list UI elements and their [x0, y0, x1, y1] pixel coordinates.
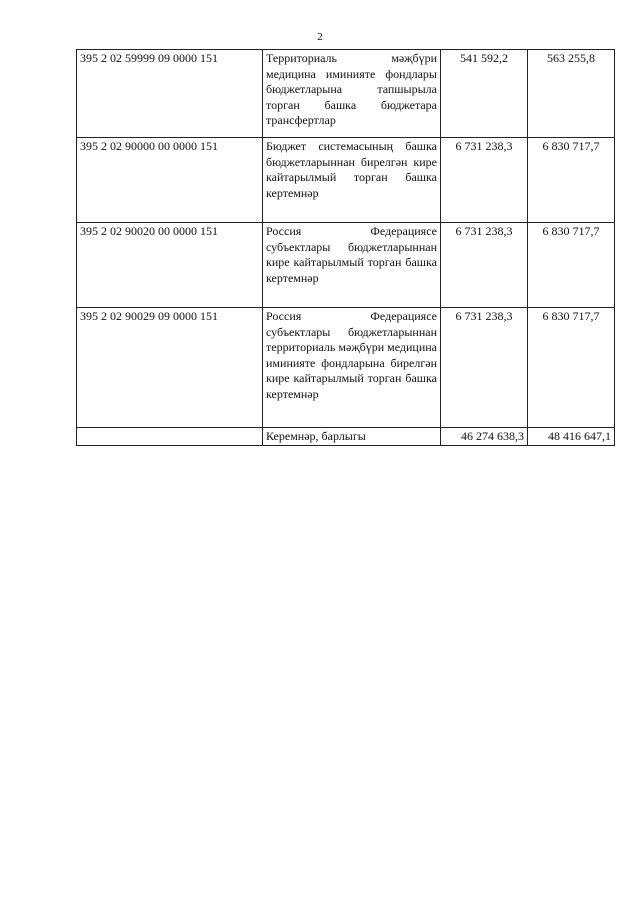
budget-code-cell: 395 2 02 90020 00 0000 151: [77, 223, 263, 308]
table-row: [77, 50, 615, 138]
budget-code-cell: 395 2 02 59999 09 0000 151: [77, 50, 263, 138]
revenue-name-cell: Бюджет системасының башка бюджетларыннан бирелгән кире кайтарылмый торган башка кертемнәр: [263, 138, 441, 223]
year2-amount-cell: 6 830 717,7: [528, 308, 615, 428]
total-year2-cell: 48 416 647,1: [528, 428, 615, 446]
revenue-name-cell: Территориаль мәҗбүри медицина иминияте фондлары бюджетларына тапшырыла торган башка бюджетара трансфертлар: [263, 50, 441, 138]
total-code-cell: [77, 428, 263, 446]
table-row: [77, 308, 615, 428]
year1-amount-cell: 6 731 238,3: [441, 138, 528, 223]
total-row: [77, 428, 615, 446]
budget-code-cell: 395 2 02 90029 09 0000 151: [77, 308, 263, 428]
revenue-name-cell: Россия Федерациясе субъектлары бюджетларыннан кире кайтарылмый торган башка кертемнәр: [263, 223, 441, 308]
page-number: 2: [317, 31, 323, 43]
total-year1-cell: 46 274 638,3: [441, 428, 528, 446]
revenue-table: [76, 49, 615, 446]
budget-code-cell: 395 2 02 90000 00 0000 151: [77, 138, 263, 223]
year2-amount-cell: 6 830 717,7: [528, 223, 615, 308]
year2-amount-cell: 563 255,8: [528, 50, 615, 138]
revenue-name-cell: Россия Федерациясе субъектлары бюджетларыннан территориаль мәҗбүри медицина иминияте фондларына бирелгән кире кайтарылмый торган башка кертемнәр: [263, 308, 441, 428]
table-row: [77, 138, 615, 223]
total-label-cell: Керемнәр, барлыгы: [263, 428, 441, 446]
table-row: [77, 223, 615, 308]
year2-amount-cell: 6 830 717,7: [528, 138, 615, 223]
year1-amount-cell: 6 731 238,3: [441, 308, 528, 428]
year1-amount-cell: 6 731 238,3: [441, 223, 528, 308]
year1-amount-cell: 541 592,2: [441, 50, 528, 138]
